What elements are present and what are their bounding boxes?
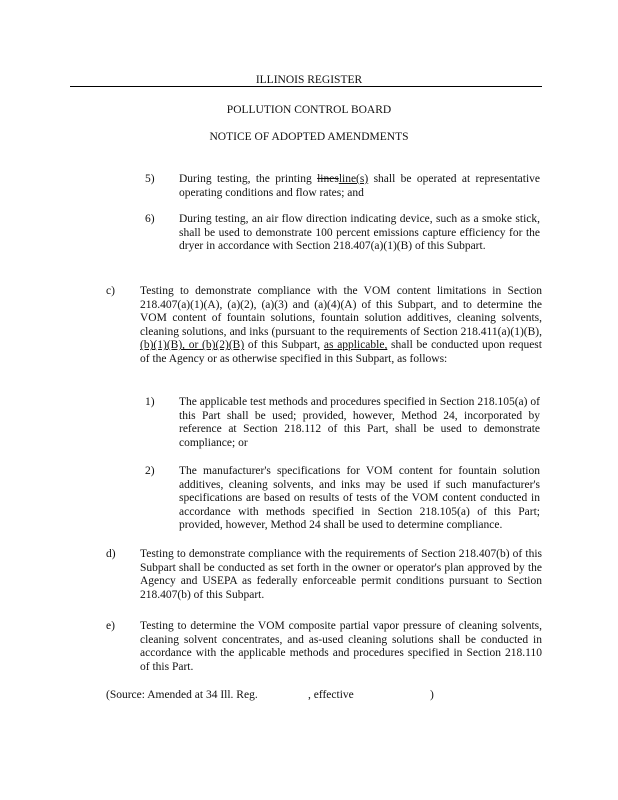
item-6-text: During testing, an air flow direction indicating device, such as a smoke stick, shall be used to demonstrate 100 percent emissions capture efficiency for the dryer in accordance with Section 218.407(a)(1)(B) of this Subpart.	[179, 213, 540, 253]
item-5-text	[179, 173, 540, 200]
register-title: ILLINOIS REGISTER	[255, 74, 363, 86]
item-c1-text: The applicable test methods and procedures specified in Section 218.105(a) of this Part shall be used; provided, however, Method 24, incorporated by reference at Section 218.112 of this Part, shall be used to demonstrate compliance; or	[179, 396, 540, 449]
item-5-label: 5)	[145, 173, 155, 185]
source-effective: , effective	[308, 689, 354, 701]
item-6-label: 6)	[145, 213, 155, 225]
inserted-text: as applicable,	[323, 339, 388, 352]
item-c-text-b: of this Subpart,	[244, 339, 324, 352]
source-close: )	[430, 689, 434, 701]
header-rule	[70, 86, 542, 87]
item-e-label: e)	[106, 620, 115, 632]
inserted-text: line(s)	[338, 173, 369, 185]
item-e-text: Testing to determine the VOM composite partial vapor pressure of cleaning solvents, cleaning solvent concentrates, and as-used cleaning solutions shall be conducted in accordance with the applicable methods and procedures specified in Section 218.110 of this Part.	[140, 620, 542, 673]
item-c2-label: 2)	[145, 465, 155, 477]
board-title: POLLUTION CONTROL BOARD	[226, 104, 392, 116]
item-c1-label: 1)	[145, 396, 155, 408]
item-c-text	[140, 285, 542, 367]
item-5-text-a: During testing, the printing	[179, 173, 318, 185]
item-d-text: Testing to demonstrate compliance with the requirements of Section 218.407(b) of this Subpart shall be conducted as set forth in the owner or operator's plan approved by the Agency and USEPA as federally enforceable permit conditions pursuant to Section 218.407(b) of this Subpart.	[140, 548, 542, 601]
deleted-text: lines	[317, 173, 339, 185]
item-d-label: d)	[106, 548, 116, 560]
item-c2-text: The manufacturer's specifications for VOM content for fountain solution additives, cleaning solvents, and inks may be used if such manufacturer's specifications are based on results of tests of the VOM content conducted in accordance with methods specified in Section 218.105(a) of this Part; provided, however, Method 24 shall be used to determine compliance.	[179, 465, 540, 532]
item-c-text-a: Testing to demonstrate compliance with the VOM content limitations in Section 218.407(a)(1)(A), (a)(2), (a)(3) and (a)(4)(A) of this Subpart, and to determine the VOM content of fountain solutions, fountain solution additives, cleaning solvents, cleaning solutions, and inks (pursuant to the requirements of Section 218.411(a)(1)(B),	[140, 285, 542, 338]
notice-title: NOTICE OF ADOPTED AMENDMENTS	[209, 131, 409, 143]
source-open: (Source: Amended at 34 Ill. Reg.	[106, 689, 258, 701]
item-c-text-c: shall be conducted upon request of the Agency or as otherwise specified in this Subpart, as follows:	[140, 339, 542, 365]
item-5-text-b: shall be operated at representative operating conditions and flow rates; and	[179, 173, 541, 199]
inserted-text: (b)(1)(B), or (b)(2)(B)	[140, 339, 245, 352]
item-c-label: c)	[106, 285, 115, 297]
